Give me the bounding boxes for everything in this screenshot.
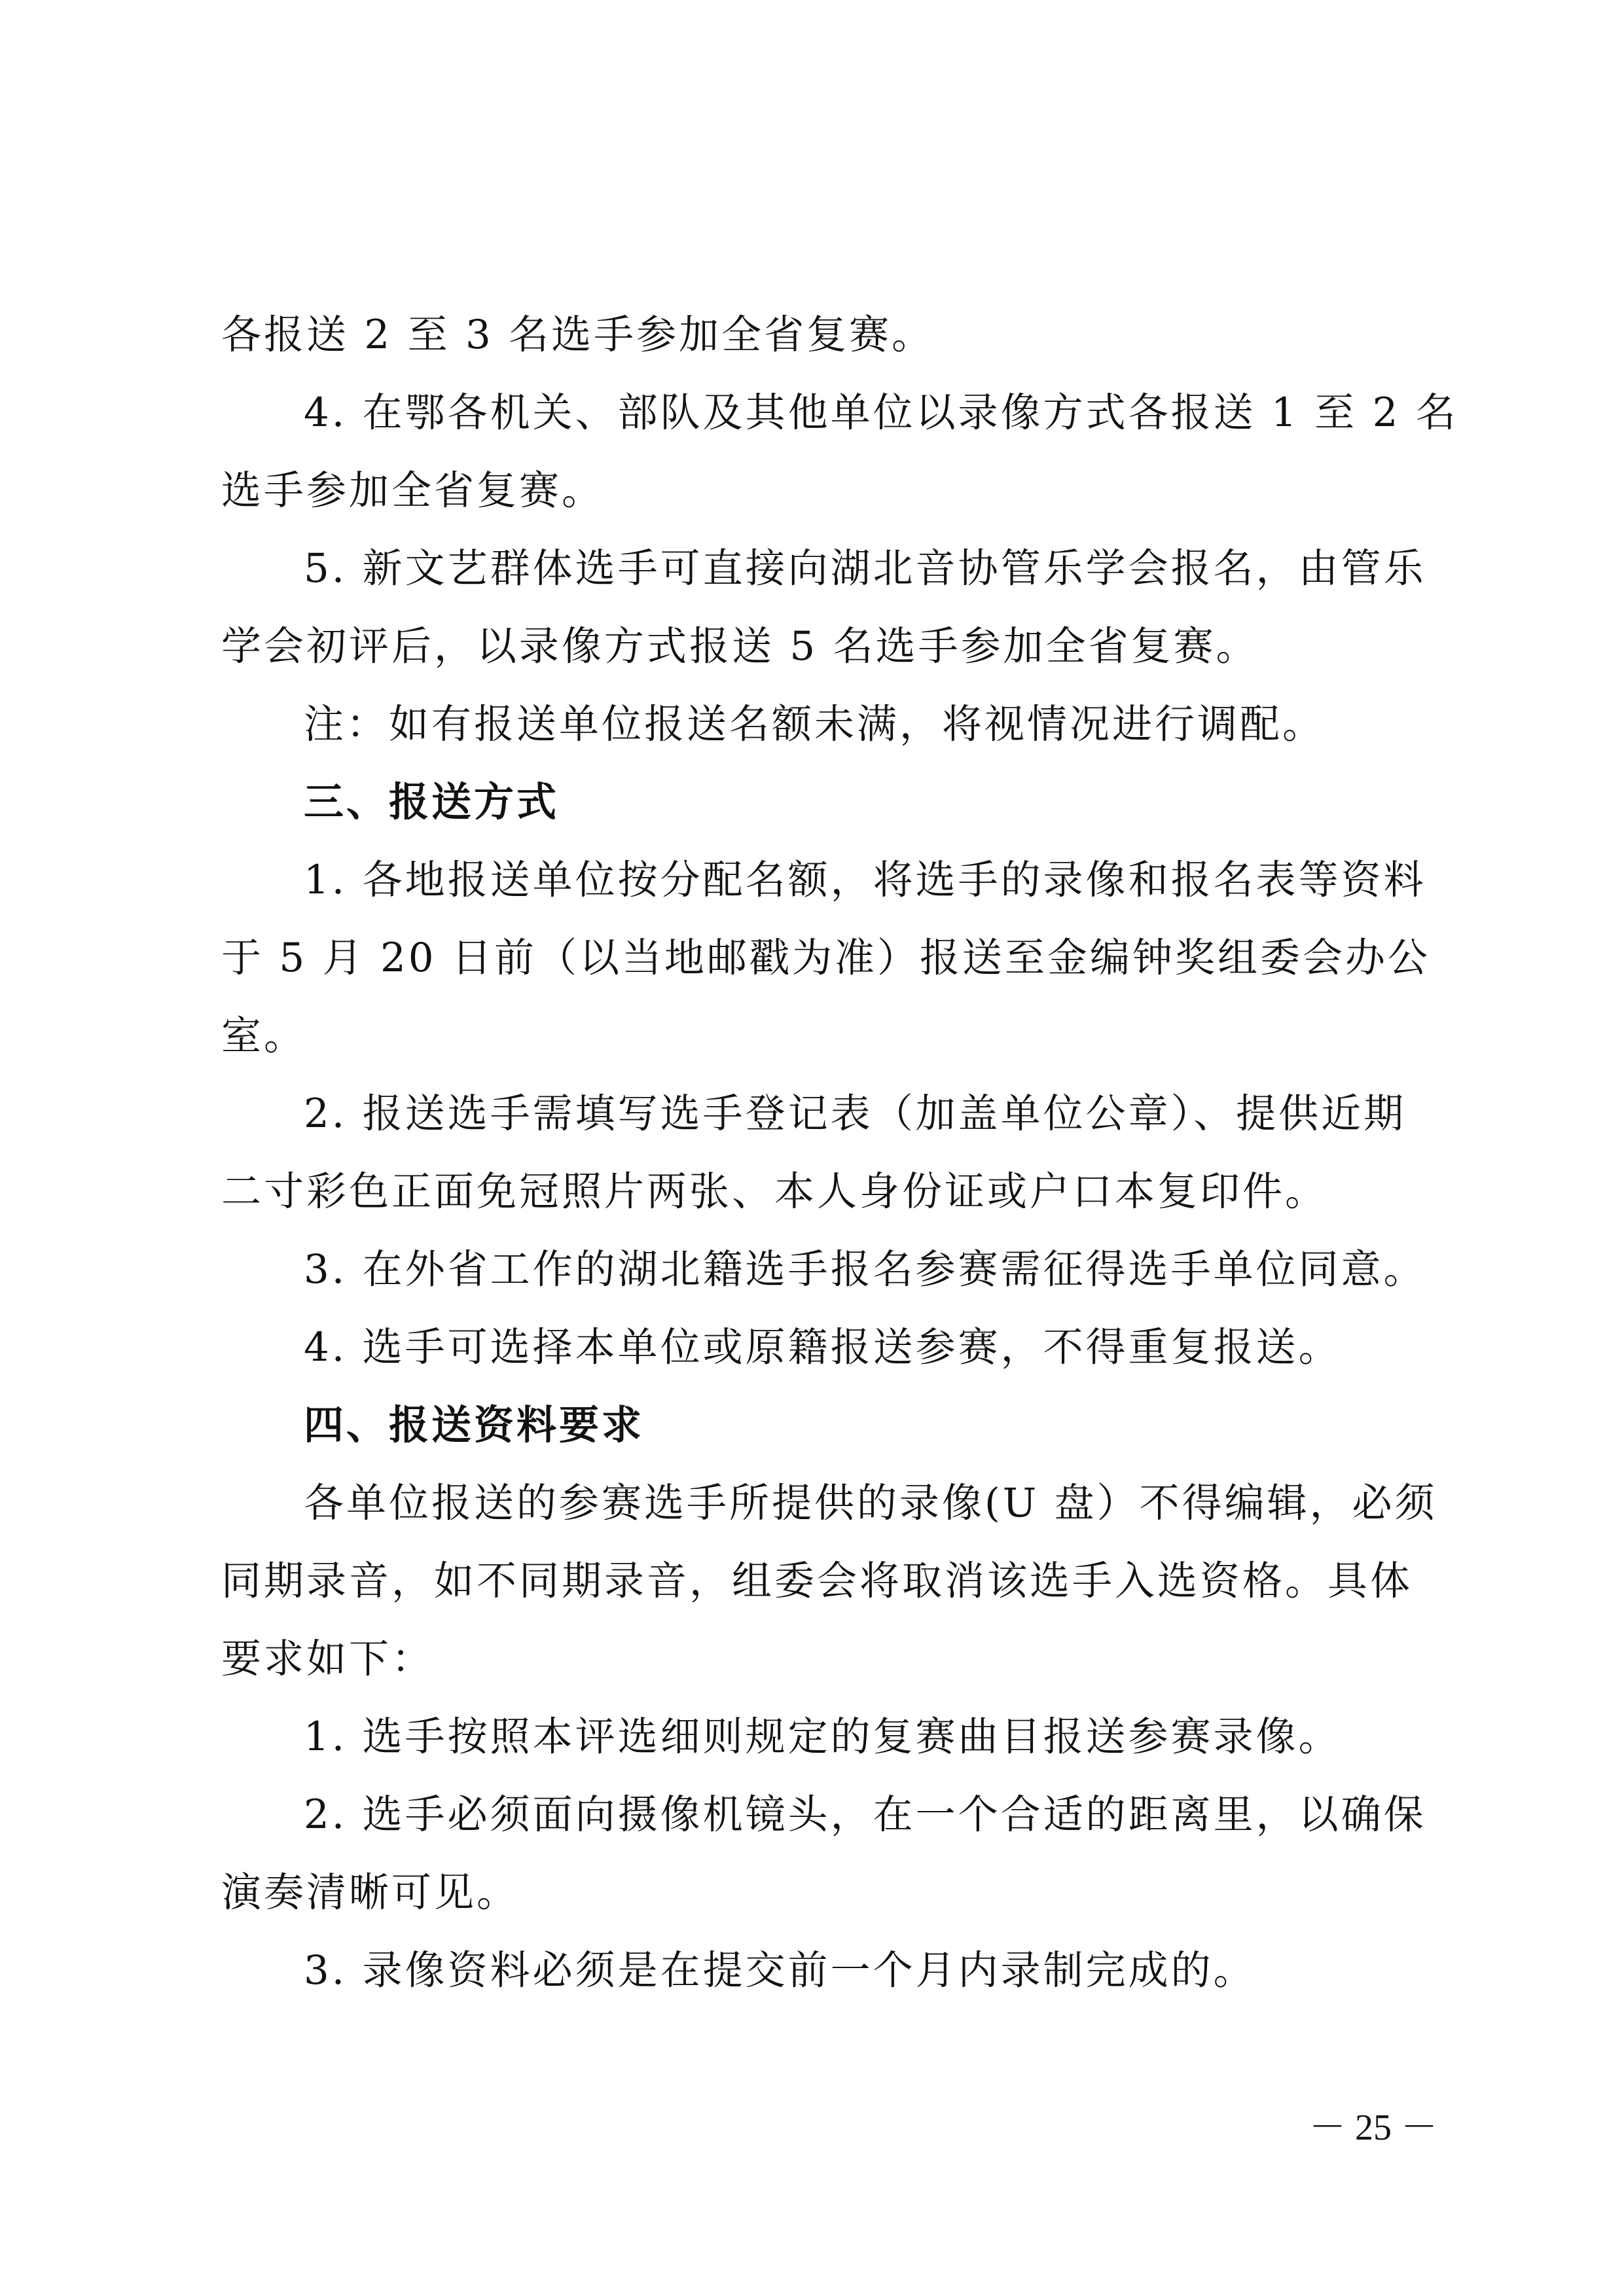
- text-line: 3. 在外省工作的湖北籍选手报名参赛需征得选手单位同意。: [304, 1246, 1426, 1293]
- text-line: 4. 在鄂各机关、部队及其他单位以录像方式各报送 1 至 2 名: [304, 389, 1458, 436]
- section-heading: 四、报送资料要求: [304, 1402, 645, 1448]
- text-line: 演奏清晰可见。: [221, 1869, 520, 1916]
- text-line: 2. 报送选手需填写选手登记表（加盖单位公章）、提供近期: [304, 1090, 1407, 1137]
- text-line: 各单位报送的参赛选手所提供的录像(U 盘）不得编辑，必须: [304, 1480, 1437, 1526]
- text-line: 1. 选手按照本评选细则规定的复赛曲目报送参赛录像。: [304, 1713, 1341, 1760]
- text-line: 二寸彩色正面免冠照片两张、本人身份证或户口本复印件。: [221, 1168, 1328, 1215]
- text-line: 4. 选手可选择本单位或原籍报送参赛，不得重复报送。: [304, 1324, 1341, 1371]
- section-heading: 三、报送方式: [304, 779, 560, 825]
- text-line: 5. 新文艺群体选手可直接向湖北音协管乐学会报名，由管乐: [304, 545, 1426, 592]
- text-line: 于 5 月 20 日前（以当地邮戳为准）报送至金编钟奖组委会办公: [221, 935, 1430, 981]
- text-line: 室。: [221, 1013, 307, 1059]
- page-number: － 25 －: [1309, 2108, 1437, 2148]
- text-line: 3. 录像资料必须是在提交前一个月内录制完成的。: [304, 1947, 1256, 1994]
- text-line: 各报送 2 至 3 名选手参加全省复赛。: [221, 312, 935, 358]
- text-line: 选手参加全省复赛。: [221, 467, 605, 514]
- text-line: 2. 选手必须面向摄像机镜头，在一个合适的距离里，以确保: [304, 1791, 1426, 1838]
- text-line: 要求如下：: [221, 1636, 435, 1682]
- text-line: 1. 各地报送单位按分配名额，将选手的录像和报名表等资料: [304, 857, 1426, 903]
- text-line: 学会初评后，以录像方式报送 5 名选手参加全省复赛。: [221, 623, 1259, 670]
- text-line: 同期录音，如不同期录音，组委会将取消该选手入选资格。具体: [221, 1558, 1413, 1604]
- note-line: 注：如有报送单位报送名额未满，将视情况进行调配。: [304, 701, 1326, 747]
